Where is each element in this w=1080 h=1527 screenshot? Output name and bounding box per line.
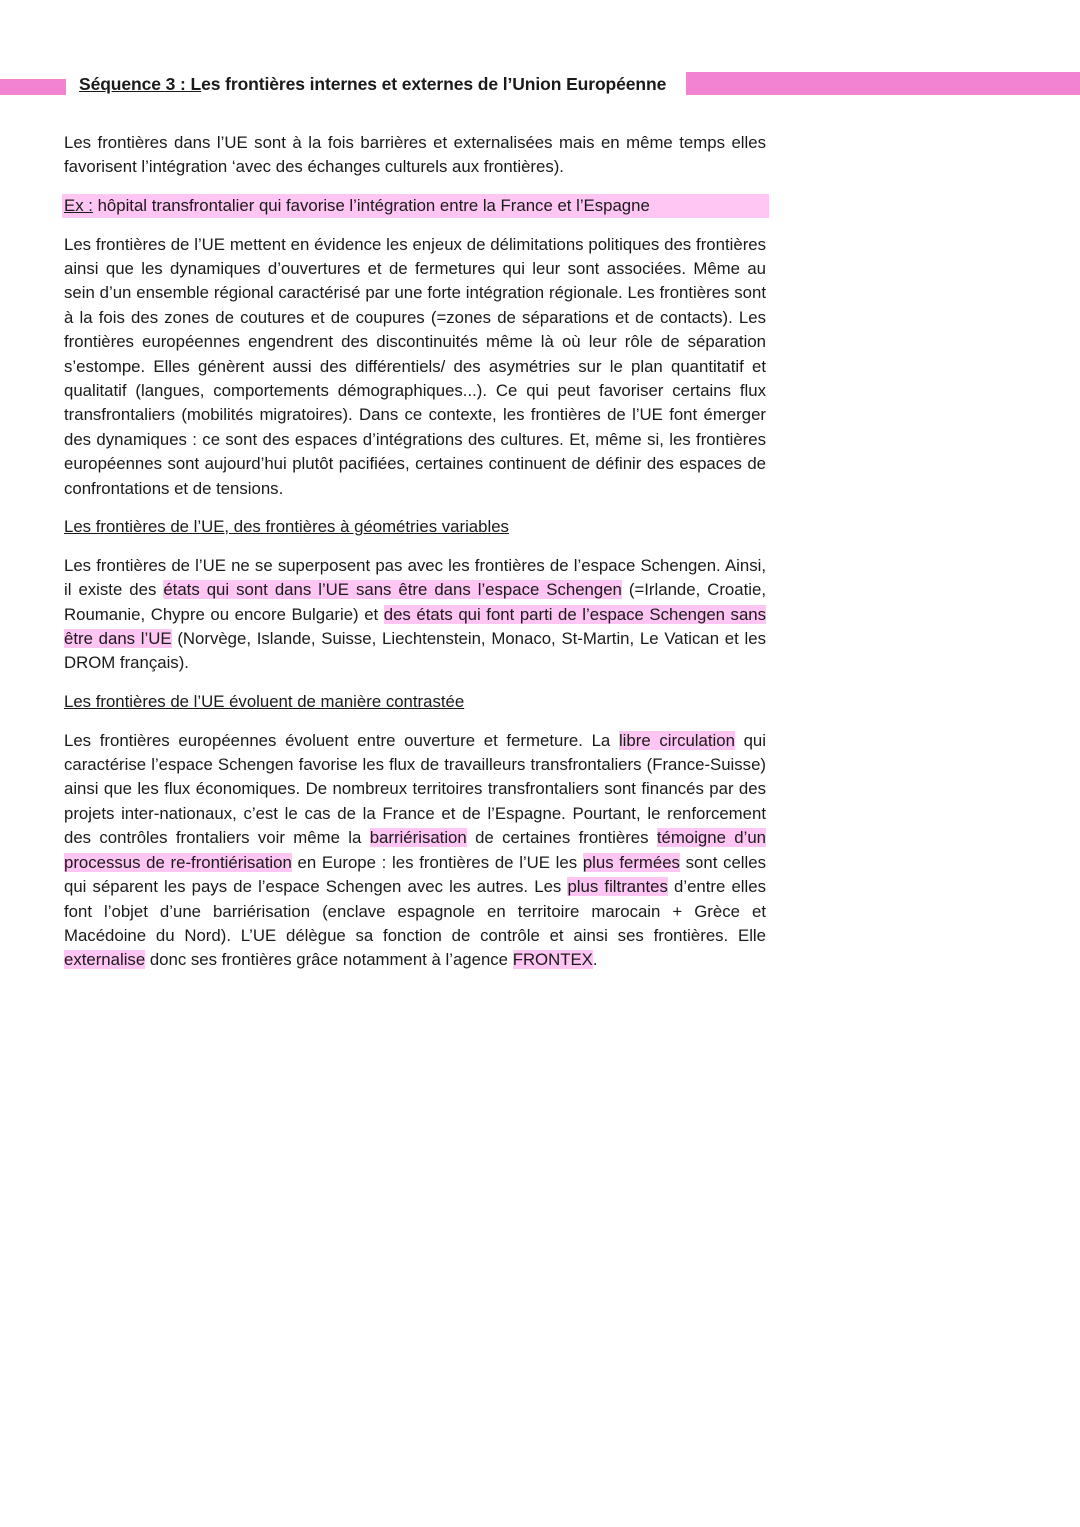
highlight-eu-not-schengen: états qui sont dans l’UE sans être dans l’espace Schengen (163, 580, 622, 600)
highlight-barrierisation: barriérisation (369, 828, 467, 848)
sequence-title-label: Séquence 3 : L (79, 74, 202, 94)
text-run: d’entre elles font l’objet d’une barriérisation (enclave espagnole en territoire marocain + Grèce et Macédoine du Nord). L’UE délègue sa fonction de contrôle et ainsi ses frontières. Elle (64, 877, 766, 945)
sequence-title-rest: es frontières internes et externes de l’Union Européenne (201, 74, 667, 94)
paragraph-schengen (64, 554, 766, 676)
example-box (62, 194, 769, 218)
highlight-plus-filtrantes: plus filtrantes (567, 877, 668, 897)
sequence-title (79, 72, 666, 96)
text-run: sont celles qui séparent les pays de l’espace Schengen avec les autres. Les (64, 852, 766, 897)
paragraph-evolution (64, 729, 766, 973)
text-run: Les frontières de l’UE ne se superposent pas avec les frontières de l’espace Schengen. Ainsi, il existe des (64, 555, 766, 600)
text-run: Les frontières européennes évoluent entre ouverture et fermeture. La (64, 730, 619, 750)
text-run: . (592, 950, 598, 970)
document-body (64, 131, 766, 987)
example-text: hôpital transfrontalier qui favorise l’intégration entre la France et l’Espagne (92, 196, 650, 215)
text-run: donc ses frontières grâce notamment à l’agence (145, 950, 513, 970)
text-run: (=Irlande, Croatie, Roumanie, Chypre ou encore Bulgarie) et (64, 580, 766, 624)
highlight-frontex: FRONTEX (512, 950, 593, 970)
highlight-schengen-not-eu: des états qui font parti de l’espace Schengen sans être dans l’UE (64, 604, 767, 649)
highlight-re-frontierisation: témoigne d’un processus de re-frontiérisation (64, 828, 767, 872)
header-accent-bar-right (686, 72, 1080, 95)
text-run: de certaines frontières (466, 828, 657, 848)
highlight-libre-circulation: libre circulation (618, 730, 735, 750)
example-label: Ex : (64, 196, 93, 215)
text-run: en Europe : les frontières de l’UE les (291, 852, 583, 872)
paragraph-delimitations: Les frontières de l’UE mettent en évidence les enjeux de délimitations politiques des frontières ainsi que les dynamiques d’ouvertures et de fermetures qui leur sont associées. Même au sein d’un ensemble régional caractérisé par une forte intégration régionale. Les frontières sont à la fois des zones de coutures et de coupures (=zones de séparations et de contacts). Les frontières européennes engendrent des discontinuités même là où leur rôle de séparation s’estompe. Elles génèrent aussi des différentiels/ des asymétries sur le plan quantitatif et qualitatif (langues, comportements démographiques...). Ce qui peut favoriser certains flux transfrontaliers (mobilités migratoires). Dans ce contexte, les frontières de l’UE font émerger des dynamiques : ce sont des espaces d’intégrations des cultures. Et, même si, les frontières européennes sont aujourd’hui plutôt pacifiées, certaines continuent de définir des espaces de confrontations et de tensions. (64, 234, 766, 498)
intro-paragraph: Les frontières dans l’UE sont à la fois barrières et externalisées mais en même temps elles favorisent l’intégration ‘avec des échanges culturels aux frontières). (64, 133, 766, 177)
header-accent-bar-left (0, 79, 66, 95)
section-heading-contrast: Les frontières de l’UE évoluent de manière contrastée (64, 692, 465, 712)
text-run: (Norvège, Islande, Suisse, Liechtenstein, Monaco, St-Martin, Le Vatican et les DROM français). (64, 629, 766, 673)
highlight-plus-fermees: plus fermées (582, 852, 680, 872)
highlight-externalise: externalise (64, 950, 146, 970)
section-heading-geometries: Les frontières de l’UE, des frontières à géométries variables (64, 517, 509, 537)
text-run: qui caractérise l’espace Schengen favorise les flux de travailleurs transfrontaliers (France-Suisse) ainsi que les flux économiques. De nombreux territoires transfrontaliers sont financés par des projets inter-nationaux, c’est le cas de la France et de l’Espagne. Pourtant, le renforcement des contrôles frontaliers voir même la (64, 730, 766, 848)
